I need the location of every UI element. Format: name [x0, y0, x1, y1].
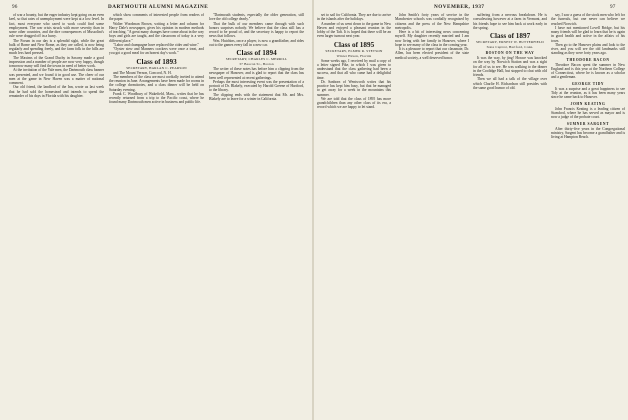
secretary-byline: SECRETARY, CHARLES C. MERRILL — [225, 57, 288, 61]
paragraph: "Oyster stew and Manners crackers were once a treat, and you got a good meal for an honest day's work." — [109, 47, 204, 56]
paragraph: After thirty-five years in the Congregational ministry, Sargent has become a grandfather and is living at Hampton Beach. — [551, 126, 625, 140]
journal-title-left: DARTMOUTH ALUMNI MAGAZINE — [108, 4, 209, 10]
class-heading-1893: Class of 1893 — [136, 57, 177, 66]
paragraph: The Forum in our day is a splendid sight, while the great bulk of Rome and New Rome, as they are called, is now being regularly and spending freely, and the farm folk in the hills are much less hard pressed. — [9, 38, 104, 56]
paragraph: John Smith's forty years of service in the Manchester schools was cordially recognized by citizens and the press of the New Hampshire metropolis. — [395, 13, 469, 30]
paragraph: It was a surprise and a great happiness to see Tidy at the reunion, as it has been many years since he came back to Hanover. — [551, 86, 625, 100]
page-number-left: 96 — [12, 4, 18, 10]
paragraph: I have not mentioned Lovell Bridge, but his many friends will be glad to learn that he is again in good health and active in the affairs of his town. — [551, 25, 625, 43]
paragraph: The writer of these notes has before him a clipping from the newspaper of Hanover, and is glad to report that the class has been well represented at recent gatherings. — [209, 67, 304, 80]
left-column-2 — [109, 13, 204, 418]
paragraph: Wm. Hutchins, once a player, is now a grandfather, and rides out to the games every fall in a new car. — [209, 38, 304, 47]
section-subhead: BOSTON ON THE WAY — [485, 51, 535, 55]
paragraph: Here is a bit of interesting news concerning myself. My daughter recently married and I am now living with her family in Hanover, where I hope to see many of the class in the coming year. — [395, 30, 469, 47]
paragraph: "Labor and champagne have replaced the cider and wine." — [113, 42, 200, 47]
secretary-byline: SECRETARY, HARLAN C. PEARSON — [126, 65, 187, 70]
secretary-byline: SECRETARY, ERNEST W. BUTTERFIELD — [476, 40, 544, 44]
left-column-1 — [9, 13, 104, 418]
right-column-4 — [551, 13, 625, 418]
paragraph: which show comments of interested people from readers of the paper. — [109, 13, 204, 22]
paragraph: Dr. Sanborn of Wentworth writes that his practice has kept him busy, but that he managed to get away for a week in the mountains this summer. — [317, 79, 391, 97]
paragraph: Frank C. Woodbury of Wakefield, Mass., writes that he has recently returned from a trip to the Pacific coast, where he found many Dartmouth men active in business and public life. — [109, 91, 204, 105]
secretary-byline: SECRETARY, ELMER R. STETSON — [325, 48, 383, 53]
paragraph: Walter Woodman Brown, writing a letter and column for Harry Dale's newspaper, gives his opinion in modern methods of teaching. "A great many changes have come about in the way boys and girls are taught, and the classroom of today is a very different place." — [109, 21, 204, 43]
paragraph: say, I saw a guess of the stock men who left for the funerals, but one never can believe we reached Norwich. — [551, 13, 625, 26]
right-page — [314, 0, 628, 420]
section-subhead: JOHN KEATING — [570, 101, 606, 106]
paragraph: That the bulk of our members came through with such honors surprises nobody. We believe that the class still has a record to be proud of, and the secretary is happy to report the news that follows. — [209, 21, 304, 39]
paragraph: and The Mount Vernon, Concord, N. H. — [113, 70, 172, 75]
section-subhead: THEODORE BACON — [566, 57, 610, 62]
secretary-address: 37 Beacon St., Boston — [239, 62, 274, 66]
class-heading-1895: Class of 1895 — [333, 40, 375, 49]
class-heading-1894: Class of 1894 — [236, 49, 277, 57]
paragraph: The members of the class are most cordially invited to attend the reunion in June. Arrangements have been made for rooms in the college dormitories, and a class dinner will be held on Saturday evening. — [109, 74, 204, 92]
paragraph: Perhaps the most interesting event was the presentation of a portrait of Dr. Blakely, executed by Harold Greene of Hartford, to the library. — [209, 79, 304, 93]
page-number-right: 97 — [610, 4, 616, 10]
paragraph: John Francis Keating is a leading citizen of Stamford, where he has served as mayor and is now a judge of the probate court. — [551, 106, 625, 120]
section-subhead: SUMNER SARGENT — [566, 121, 610, 126]
left-page — [0, 0, 312, 420]
class-heading-1897: Class of 1897 — [489, 32, 531, 40]
paragraph: Then go to the Hanover plains and look to the river, and you will see the old landmarks still standing as they were forty years ago. — [551, 42, 625, 56]
paragraph: The Maxims of the Grand Duchy in Saxony made a good impression and a number of people are now very happy, though tomorrow many will find the towns in need of better work. — [9, 55, 104, 68]
paragraph: We are told that the class of 1895 has more grandchildren than any other class of its era, a record which we are happy to let stand. — [317, 96, 391, 110]
section-subhead: GEORGE TIDY — [571, 81, 605, 86]
left-column-3 — [209, 13, 304, 418]
paragraph: The clipping ends with the statement that Mr. and Mrs. Blakely are to leave for a winter in California. — [209, 92, 304, 101]
paragraph: suffering from a nervous breakdown. He is convalescing however at a farm in Vermont, and his friends hope to see him back at work early in the spring. — [473, 13, 547, 30]
paragraph: Theodore Bacon spent the summer in New England and is this year at the Northern College of Connecticut, where he is known as a scholar and a gentleman. — [551, 62, 625, 80]
paragraph: At the invitation of the Yale men, the Dartmouth class banner was presented, and we found it in good use. The cheer of our men at the game in New Haven was a matter of national comment. — [9, 68, 104, 85]
paragraph: Some weeks ago, I received by mail a copy of a letter signed Pike, in which I was given to understand that the class gathering had been a success, and that all who came had a delightful time. — [317, 58, 391, 80]
right-column-1 — [317, 13, 391, 418]
paragraph: "Dartmouth students, especially the older generation, still love the old college dearly." — [209, 13, 304, 22]
secretary-address: State Capitol, Hartford, Conn. — [486, 45, 534, 49]
paragraph: A number of us went down to the game in New Haven and enjoyed a pleasant reunion in the lobby of the Taft. It is hoped that there will be an even larger turnout next year. — [317, 21, 391, 39]
paragraph: Then we all had a talk of the village over which Charlie H. Richardson still presides with the same good humor of old. — [473, 77, 547, 90]
paragraph: It is a pleasure to report that our classmate, Dr. Allen, has been elected president of the state medical society, a well deserved honor. — [395, 47, 469, 60]
paragraph: It was the way, by jing! Horace was knocked on the way by Norwich Station and was a sight for all of us to see. He was walking to the dinner in the Coolidge Hall, but stopped to chat with old friends. — [473, 56, 547, 78]
paragraph: Our old friend, the landlord of the Inn, wrote us last week that he had sold the homestead and intends to spend the remainder of his days in Florida with his daughter. — [9, 85, 104, 98]
right-column-2 — [395, 13, 469, 418]
right-column-3 — [473, 13, 547, 418]
secretary-address: Winter Haven, Florida — [336, 53, 372, 58]
paragraph: of war a bounty, but the eager industry kept going on an even keel, so that rates of unemployment were kept at a low level. In fact, most everyone who cared to work could find some employment. The war crisis struck with more severity than in some other countries, and the dire consequences of Mussolini's rule were dragged off in a hurry. — [9, 13, 104, 39]
paragraph: set to sail for California. They are due to arrive in the islands after the holidays. — [317, 13, 391, 22]
issue-date: NOVEMBER, 1937 — [434, 4, 485, 10]
